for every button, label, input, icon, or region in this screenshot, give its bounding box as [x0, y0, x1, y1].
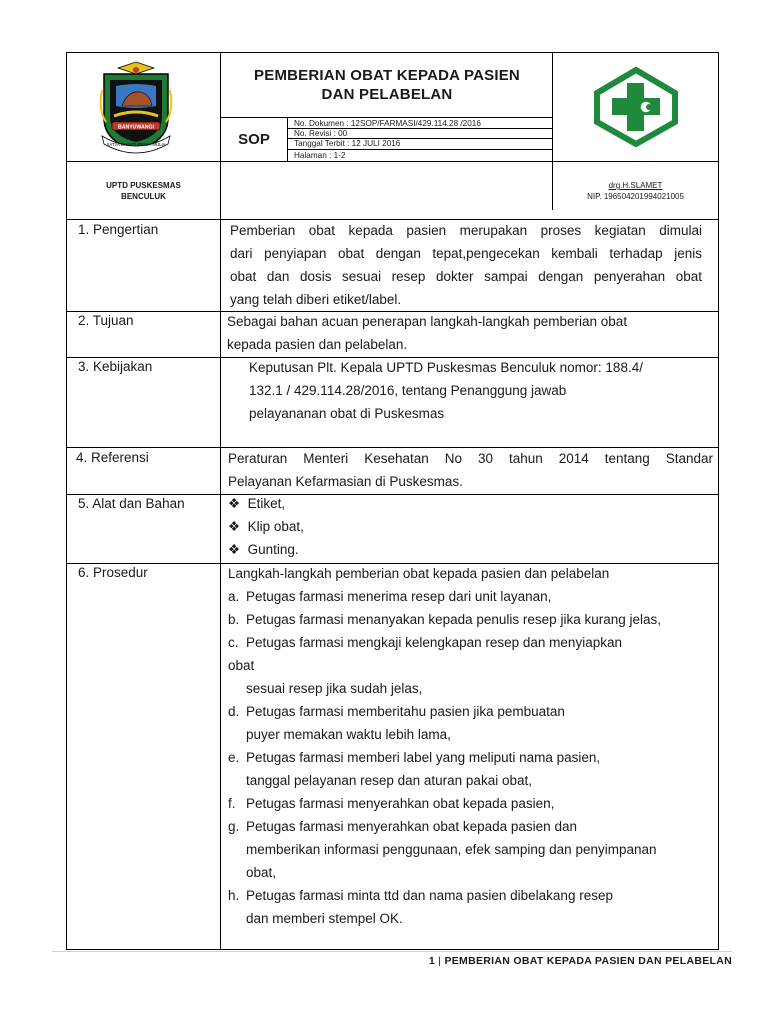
section-text-pengertian [230, 219, 702, 311]
alat-item-text: Etiket, [247, 496, 286, 511]
kebijakan-line: pelayananan obat di Puskesmas [249, 406, 445, 421]
footer-title: PEMBERIAN OBAT KEPADA PASIEN DAN PELABELAN [444, 955, 732, 967]
org-name-line2: BENCULUK [121, 192, 166, 201]
prosedur-step [228, 884, 716, 907]
prosedur-step-text: Petugas farmasi memberi label yang meliputi nama pasien, [246, 750, 601, 765]
prosedur-step-text: tanggal pelayanan resep dan aturan pakai obat, [246, 773, 532, 788]
page-footer [429, 955, 732, 967]
prosedur-step [228, 907, 716, 930]
alat-item [228, 515, 628, 538]
prosedur-step-text: Petugas farmasi mengkaji kelengkapan resep dan menyiapkan [246, 635, 622, 650]
tujuan-line: Sebagai bahan acuan penerapan langkah-langkah pemberian obat [227, 314, 628, 329]
prosedur-step-marker: c. [228, 635, 239, 650]
tujuan-line: kepada pasien dan pelabelan. [227, 337, 408, 352]
prosedur-step [228, 700, 716, 723]
prosedur-step [228, 838, 716, 861]
alat-item-text: Gunting. [247, 542, 299, 557]
sop-label: SOP [238, 130, 270, 148]
prosedur-step-text: obat, [246, 865, 277, 880]
section-text-kebijakan [249, 356, 709, 425]
prosedur-step-marker: a. [228, 589, 240, 604]
prosedur-step [228, 746, 716, 769]
prosedur-step [228, 677, 716, 700]
prosedur-step-text: dan memberi stempel OK. [246, 911, 403, 926]
signer-nip: NIP. 196504201994021005 [587, 192, 684, 201]
logo-motto-text: SATYA BHAKTI PRAJA MULIA [106, 142, 166, 147]
prosedur-step-marker: d. [228, 704, 240, 719]
puskesmas-logo [594, 67, 678, 147]
regional-emblem-logo [98, 60, 174, 154]
meta-halaman: Halaman : 1-2 [294, 151, 346, 160]
prosedur-intro: Langkah-langkah pemberian obat kepada pasien dan pelabelan [228, 566, 610, 581]
prosedur-step-marker: h. [228, 888, 240, 903]
prosedur-step-text: memberikan informasi penggunaan, efek samping dan penyimpanan [246, 842, 657, 857]
alat-item [228, 492, 628, 515]
document-title [222, 66, 552, 104]
footer-rule [52, 951, 732, 952]
section-label-alat-bahan: 5. Alat dan Bahan [78, 496, 185, 511]
prosedur-step-text: Petugas farmasi menyerahkan obat kepada pasien dan [246, 819, 577, 834]
alat-item [228, 538, 628, 561]
diamond-bullet-icon: ❖ [228, 542, 241, 557]
signer-name: drg.H.SLAMET [608, 181, 663, 190]
diamond-bullet-icon: ❖ [228, 519, 241, 534]
prosedur-step-text: sesuai resep jika sudah jelas, [246, 681, 423, 696]
prosedur-step-text: puyer memakan waktu lebih lama, [246, 727, 451, 742]
footer-separator: | [438, 955, 442, 967]
document-title-line2: DAN PELABELAN [321, 86, 453, 103]
section-label-prosedur: 6. Prosedur [78, 565, 148, 580]
signer-block [553, 180, 718, 202]
prosedur-step-marker: e. [228, 750, 240, 765]
pengertian-line: dari penyiapan obat dengan tepat,pengecekan kembali terhadap jenis [230, 246, 702, 261]
prosedur-step [228, 792, 716, 815]
pengertian-line: Pemberian obat kepada pasien merupakan proses kegiatan dimulai [230, 223, 702, 238]
prosedur-step [228, 608, 716, 631]
pengertian-line: yang telah diberi etiket/label. [230, 292, 402, 307]
alat-item-text: Klip obat, [247, 519, 304, 534]
page-number: 1 [428, 955, 435, 967]
section-label-kebijakan: 3. Kebijakan [78, 359, 153, 374]
prosedur-step [228, 585, 716, 608]
logo-banner-text: BANYUWANGI [117, 124, 155, 131]
prosedur-step-text: Petugas farmasi minta ttd dan nama pasien dibelakang resep [246, 888, 613, 903]
section-list-alat-bahan [228, 492, 628, 561]
section-text-prosedur [228, 562, 716, 930]
prosedur-step-marker: g. [228, 819, 240, 834]
prosedur-step-marker: f. [228, 796, 236, 811]
prosedur-step [228, 654, 716, 677]
prosedur-step [228, 769, 716, 792]
section-label-tujuan: 2. Tujuan [78, 313, 134, 328]
diamond-bullet-icon: ❖ [228, 496, 241, 511]
prosedur-step [228, 815, 716, 838]
prosedur-step-text: Petugas farmasi menanyakan kepada penulis resep jika kurang jelas, [246, 612, 661, 627]
section-label-pengertian: 1. Pengertian [78, 222, 159, 237]
prosedur-step-text: Petugas farmasi menyerahkan obat kepada pasien, [246, 796, 555, 811]
org-name [67, 180, 220, 202]
kebijakan-line: 132.1 / 429.114.28/2016, tentang Penanggung jawab [249, 383, 567, 398]
prosedur-step-marker: b. [228, 612, 240, 627]
section-text-referensi [228, 447, 713, 493]
section-label-referensi: 4. Referensi [76, 450, 149, 465]
prosedur-step [228, 631, 716, 654]
prosedur-step-text: obat [228, 658, 255, 673]
meta-tanggal-terbit: Tanggal Terbit : 12 JULI 2016 [294, 139, 401, 148]
prosedur-steps [228, 585, 716, 930]
meta-no-revisi: No. Revisi : 00 [294, 129, 348, 138]
section-text-tujuan [227, 310, 705, 356]
prosedur-step-text: Petugas farmasi memberitahu pasien jika pembuatan [246, 704, 565, 719]
referensi-line: Peraturan Menteri Kesehatan No 30 tahun 2014 tentang Standar [228, 451, 713, 466]
referensi-line: Pelayanan Kefarmasian di Puskesmas. [228, 474, 463, 489]
prosedur-step [228, 723, 716, 746]
prosedur-step [228, 861, 716, 884]
document-title-line1: PEMBERIAN OBAT KEPADA PASIEN [254, 67, 520, 84]
kebijakan-line: Keputusan Plt. Kepala UPTD Puskesmas Benculuk nomor: 188.4/ [249, 360, 643, 375]
pengertian-line: obat dan dosis sesuai resep dokter sampai dengan penyerahan obat [230, 269, 702, 284]
meta-no-dokumen: No. Dokumen : 12SOP/FARMASI/429.114.28 /2016 [294, 119, 481, 128]
org-name-line1: UPTD PUSKESMAS [106, 181, 181, 190]
prosedur-step-text: Petugas farmasi menerima resep dari unit layanan, [246, 589, 552, 604]
